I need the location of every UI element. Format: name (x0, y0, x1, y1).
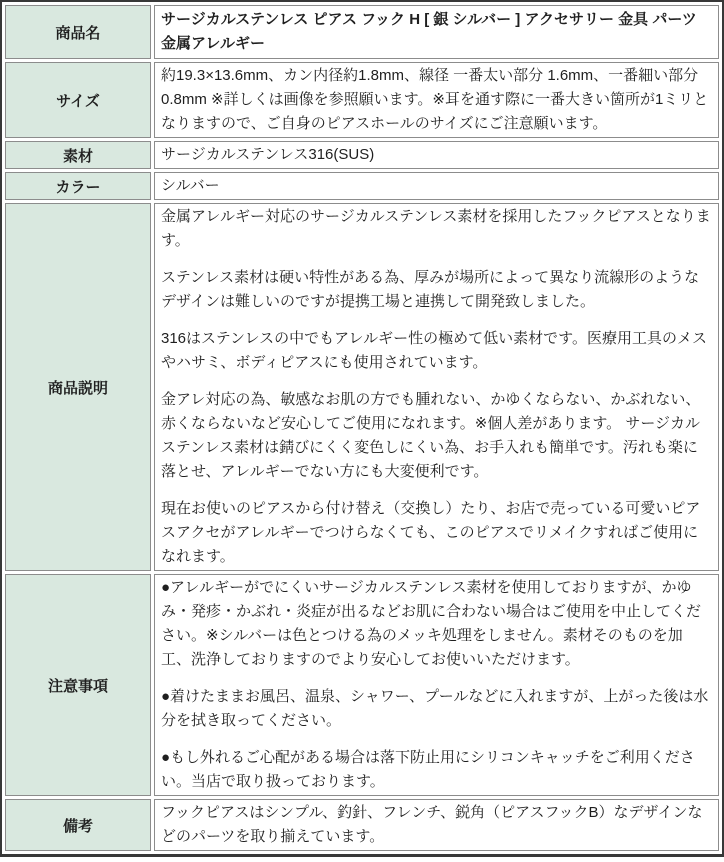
content-paragraph: サージカルステンレス316(SUS) (161, 146, 375, 163)
table-row-description (5, 203, 719, 571)
spec-table-body (5, 5, 719, 851)
content-paragraph: 316はステンレスの中でもアレルギー性の極めて低い素材です。医療用工具のメスやハサミ、ボディピアスにも使用されています。 (161, 330, 707, 371)
content-paragraph: ●アレルギーがでにくいサージカルステンレス素材を使用しておりますが、かゆみ・発疹・かぶれ・炎症が出るなどお肌に合わない場合はご使用を中止してください。※シルバーは色とつける為のメッキ処理をしません。素材そのものを加工、洗浄しておりますのでより安心してお使いいただけます。 (161, 579, 702, 668)
content-paragraph: フックピアスはシンプル、釣針、フレンチ、鋭角（ピアスフックB）なデザインなどのパーツを取り揃えています。 (161, 804, 703, 845)
content-paragraph: シルバー (161, 177, 220, 194)
row-label-remarks: 備考 (5, 799, 151, 851)
table-row-material (5, 141, 719, 169)
row-label-product-name: 商品名 (5, 5, 151, 59)
content-paragraph: ●もし外れるご心配がある場合は落下防止用にシリコンキャッチをご利用ください。当店で取り扱っております。 (161, 749, 695, 790)
row-content-remarks (154, 799, 719, 851)
content-paragraph: 現在お使いのピアスから付け替え（交換し）たり、お店で売っている可愛いピアスアクセがアレルギーでつけらなくても、このピアスでリメイクすればご使用になれます。 (161, 500, 701, 565)
row-content-material (154, 141, 719, 169)
content-paragraph: サージカルステンレス ピアス フック H [ 銀 シルバー ] アクセサリー 金具 パーツ 金属アレルギー (161, 11, 697, 52)
table-row-product-name (5, 5, 719, 59)
row-content-product-name (154, 5, 719, 59)
table-row-color (5, 172, 719, 200)
row-label-material: 素材 (5, 141, 151, 169)
row-label-color: カラー (5, 172, 151, 200)
row-content-size (154, 62, 719, 138)
row-label-size: サイズ (5, 62, 151, 138)
content-paragraph: 約19.3×13.6mm、カン内径約1.8mm、線径 一番太い部分 1.6mm、一番細い部分 0.8mm ※詳しくは画像を参照願います。※耳を通す際に一番大きい箇所が1ミリとなりますので、ご自身のピアスホールのサイズにご注意願います。 (161, 67, 709, 132)
table-row-remarks (5, 799, 719, 851)
row-content-description (154, 203, 719, 571)
row-label-notes: 注意事項 (5, 574, 151, 796)
content-paragraph: 金アレ対応の為、敏感なお肌の方でも腫れない、かゆくならない、かぶれない、赤くならないなど安心してご使用になれます。※個人差があります。 サージカルステンレス素材は錆びにくく変色しにくい為、お手入れも簡単です。汚れも楽に落とせ、アレルギーでない方にも大変便利です。 (161, 391, 701, 480)
row-label-description: 商品説明 (5, 203, 151, 571)
content-paragraph: ●着けたままお風呂、温泉、シャワー、プールなどに入れますが、上がった後は水分を拭き取ってください。 (161, 688, 709, 729)
table-row-size (5, 62, 719, 138)
content-paragraph: ステンレス素材は硬い特性がある為、厚みが場所によって異なり流線形のようなデザインは難しいのですが提携工場と連携して開発致しました。 (161, 269, 700, 310)
row-content-notes (154, 574, 719, 796)
content-paragraph: 金属アレルギー対応のサージカルステンレス素材を採用したフックピアスとなります。 (161, 208, 711, 249)
table-row-notes (5, 574, 719, 796)
row-content-color (154, 172, 719, 200)
